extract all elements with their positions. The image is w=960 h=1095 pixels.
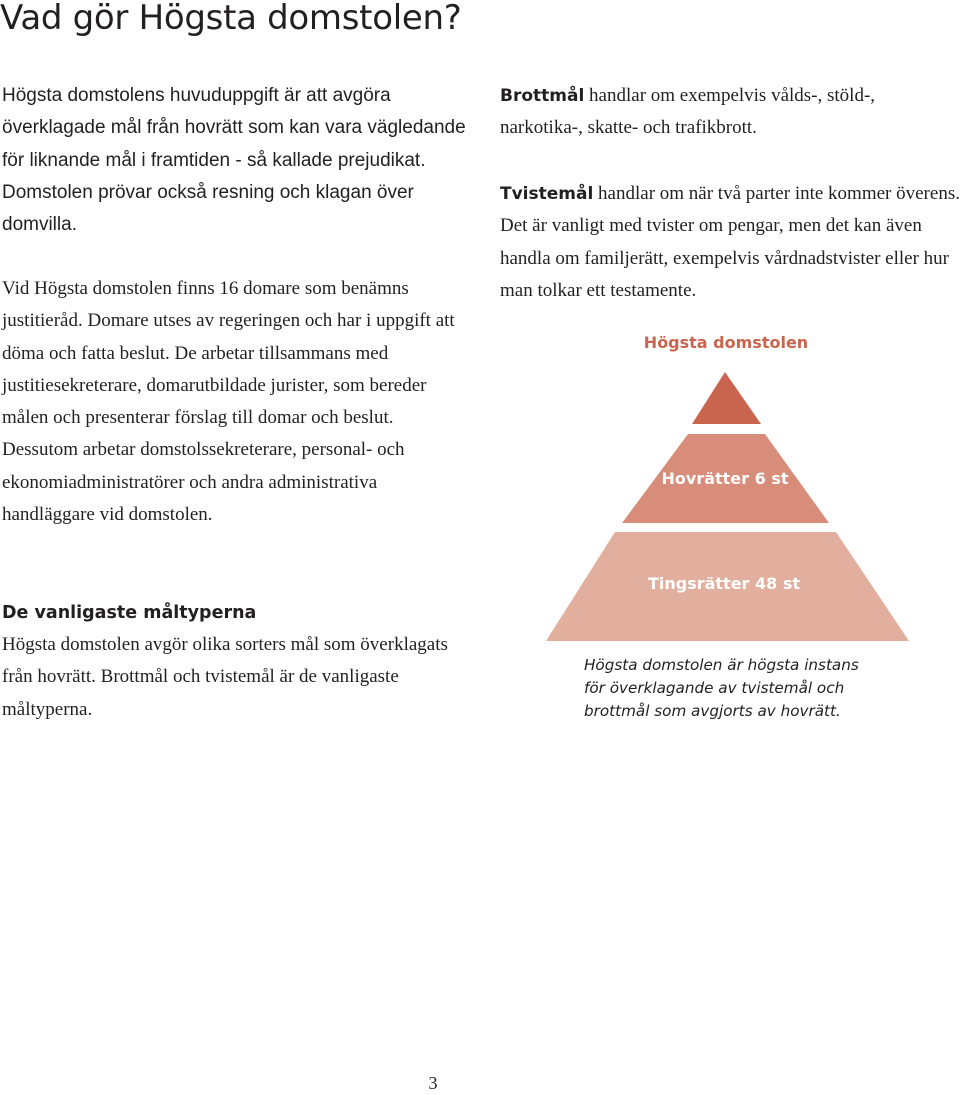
section-paragraph: Högsta domstolen avgör olika sorters mål som överklagats från hovrätt. Brottmål och tvistemål är de vanligaste måltyperna. [2, 634, 448, 720]
intro-paragraph: Högsta domstolens huvuduppgift är att avgöra överklagade mål från hovrätt som kan vara vägledande för liknande mål i framtiden - så kallade prejudikat. Domstolen prövar också resning och klagan över domvilla. [2, 85, 466, 236]
body-paragraph: Vid Högsta domstolen finns 16 domare som benämns justitieråd. Domare utses av regeringen och har i uppgift att döma och fatta beslut. De arbetar tillsammans med justitiesekreterare, domarutbildade jurister, som bereder målen och presenterar förslag till domar och beslut. Dessutom arbetar domstolssekreterare, personal- och ekonomiadministratörer och andra administrativa handläggare vid domstolen. [2, 278, 455, 526]
caption-line: för överklagande av tvistemål och [584, 679, 845, 697]
caption-line: brottmål som avgjorts av hovrätt. [584, 702, 841, 720]
pyramid-label-district-courts: Tingsrätter 48 st [647, 574, 801, 593]
section-heading: De vanligaste måltyperna [2, 603, 257, 623]
page-number: 3 [428, 1073, 438, 1093]
case-type-description: handlar om exempelvis vålds-, stöld-, narkotika-, skatte- och trafikbrott. [500, 85, 876, 139]
case-type-description: handlar om när två parter inte kommer överens. Det är vanligt med tvister om pengar, men det kan även handla om familjerätt, exempelvis vårdnadstvister eller hur man tolkar ett testamente. [500, 183, 960, 301]
caption-line: Högsta domstolen är högsta instans [584, 656, 859, 674]
pyramid-caption [584, 654, 859, 723]
pyramid-level-supreme-court [692, 372, 761, 424]
pyramid-label-courts-of-appeal: Hovrätter 6 st [661, 469, 789, 488]
pyramid-label-supreme-court: Högsta domstolen [643, 333, 809, 352]
page-title: Vad gör Högsta domstolen? [0, 0, 462, 38]
case-type-term: Tvistemål [500, 184, 594, 204]
case-type-term: Brottmål [500, 86, 585, 106]
